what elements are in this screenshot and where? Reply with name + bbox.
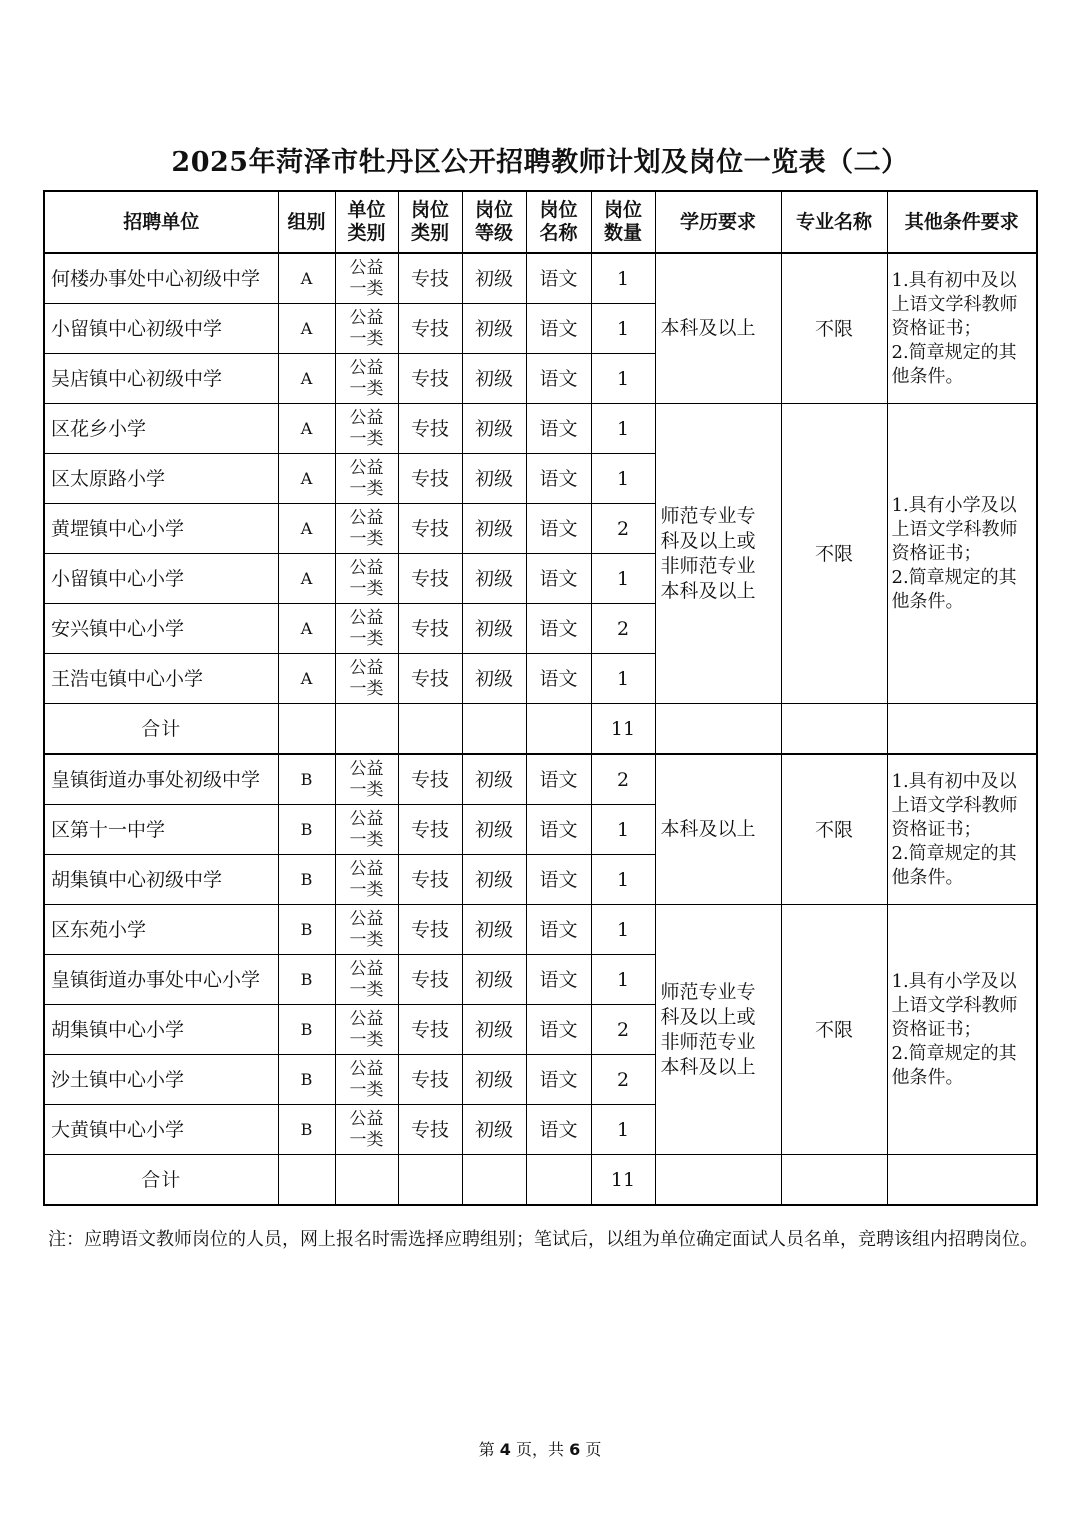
cell-group: A <box>278 253 335 304</box>
cell-post-name: 语文 <box>526 1055 591 1105</box>
cell-post-name: 语文 <box>526 1105 591 1155</box>
header-unit: 招聘单位 <box>44 191 278 253</box>
cell-post-type: 专技 <box>398 304 462 354</box>
cell-post-level: 初级 <box>462 504 526 554</box>
cell-post-name: 语文 <box>526 805 591 855</box>
cell-post-count: 1 <box>591 654 655 704</box>
cell-post-count: 1 <box>591 253 655 304</box>
cell-unit: 区东苑小学 <box>44 905 278 955</box>
cell-post-type: 专技 <box>398 1005 462 1055</box>
empty-cell <box>655 704 781 755</box>
cell-post-type: 专技 <box>398 955 462 1005</box>
cell-post-type: 专技 <box>398 754 462 805</box>
cell-unit-type: 公益 一类 <box>335 354 398 404</box>
table-row <box>44 404 1037 454</box>
cell-unit: 区花乡小学 <box>44 404 278 454</box>
cell-post-count: 2 <box>591 504 655 554</box>
cell-post-level: 初级 <box>462 905 526 955</box>
empty-cell <box>887 704 1037 755</box>
cell-post-level: 初级 <box>462 354 526 404</box>
header-group: 组别 <box>278 191 335 253</box>
table-row <box>44 905 1037 955</box>
total-label: 合计 <box>44 704 278 755</box>
table-row <box>44 754 1037 805</box>
cell-unit-type: 公益 一类 <box>335 554 398 604</box>
cell-post-name: 语文 <box>526 554 591 604</box>
cell-other-requirements: 1.具有初中及以 上语文学科教师 资格证书； 2.简章规定的其 他条件。 <box>887 253 1037 404</box>
cell-unit-type: 公益 一类 <box>335 454 398 504</box>
cell-unit-type: 公益 一类 <box>335 404 398 454</box>
empty-cell <box>335 1155 398 1206</box>
cell-unit: 小留镇中心初级中学 <box>44 304 278 354</box>
cell-post-count: 2 <box>591 1055 655 1105</box>
total-count: 11 <box>591 704 655 755</box>
cell-post-type: 专技 <box>398 404 462 454</box>
cell-unit: 黄堽镇中心小学 <box>44 504 278 554</box>
cell-group: B <box>278 905 335 955</box>
cell-post-type: 专技 <box>398 554 462 604</box>
cell-unit-type: 公益 一类 <box>335 1105 398 1155</box>
cell-group: B <box>278 805 335 855</box>
cell-post-type: 专技 <box>398 504 462 554</box>
cell-post-name: 语文 <box>526 454 591 504</box>
header-post-type: 岗位 类别 <box>398 191 462 253</box>
page-footer: 第 4 页，共 6 页 <box>478 1440 602 1459</box>
cell-unit-type: 公益 一类 <box>335 1005 398 1055</box>
cell-post-level: 初级 <box>462 1005 526 1055</box>
empty-cell <box>398 704 462 755</box>
cell-major: 不限 <box>781 253 887 404</box>
empty-cell <box>278 704 335 755</box>
cell-unit: 皇镇街道办事处中心小学 <box>44 955 278 1005</box>
cell-group: A <box>278 554 335 604</box>
cell-unit-type: 公益 一类 <box>335 905 398 955</box>
cell-post-name: 语文 <box>526 253 591 304</box>
cell-unit-type: 公益 一类 <box>335 604 398 654</box>
cell-major: 不限 <box>781 754 887 905</box>
cell-post-name: 语文 <box>526 754 591 805</box>
cell-group: A <box>278 504 335 554</box>
cell-unit: 区太原路小学 <box>44 454 278 504</box>
cell-unit: 胡集镇中心初级中学 <box>44 855 278 905</box>
cell-unit: 胡集镇中心小学 <box>44 1005 278 1055</box>
cell-unit: 王浩屯镇中心小学 <box>44 654 278 704</box>
cell-unit-type: 公益 一类 <box>335 805 398 855</box>
cell-unit: 大黄镇中心小学 <box>44 1105 278 1155</box>
empty-cell <box>526 704 591 755</box>
cell-education: 本科及以上 <box>655 754 781 905</box>
cell-post-type: 专技 <box>398 1105 462 1155</box>
cell-post-type: 专技 <box>398 1055 462 1105</box>
total-row <box>44 1155 1037 1206</box>
cell-major: 不限 <box>781 404 887 704</box>
cell-unit: 区第十一中学 <box>44 805 278 855</box>
header-unit-type: 单位 类别 <box>335 191 398 253</box>
empty-cell <box>278 1155 335 1206</box>
cell-group: A <box>278 604 335 654</box>
cell-group: A <box>278 404 335 454</box>
cell-post-count: 1 <box>591 354 655 404</box>
header-post-level: 岗位 等级 <box>462 191 526 253</box>
cell-post-level: 初级 <box>462 1055 526 1105</box>
cell-unit: 何楼办事处中心初级中学 <box>44 253 278 304</box>
cell-post-level: 初级 <box>462 805 526 855</box>
cell-post-level: 初级 <box>462 754 526 805</box>
header-major: 专业名称 <box>781 191 887 253</box>
cell-unit-type: 公益 一类 <box>335 253 398 304</box>
empty-cell <box>526 1155 591 1206</box>
cell-post-level: 初级 <box>462 654 526 704</box>
cell-post-level: 初级 <box>462 554 526 604</box>
cell-group: B <box>278 1105 335 1155</box>
total-label: 合计 <box>44 1155 278 1206</box>
cell-education: 师范专业专 科及以上或 非师范专业 本科及以上 <box>655 404 781 704</box>
cell-post-level: 初级 <box>462 253 526 304</box>
cell-unit-type: 公益 一类 <box>335 955 398 1005</box>
cell-post-count: 2 <box>591 1005 655 1055</box>
cell-post-count: 2 <box>591 754 655 805</box>
cell-group: A <box>278 354 335 404</box>
table-row <box>44 253 1037 304</box>
empty-cell <box>462 704 526 755</box>
cell-unit-type: 公益 一类 <box>335 1055 398 1105</box>
cell-post-name: 语文 <box>526 654 591 704</box>
cell-post-type: 专技 <box>398 454 462 504</box>
cell-post-count: 1 <box>591 304 655 354</box>
cell-post-count: 1 <box>591 855 655 905</box>
cell-post-level: 初级 <box>462 855 526 905</box>
cell-post-name: 语文 <box>526 304 591 354</box>
cell-education: 师范专业专 科及以上或 非师范专业 本科及以上 <box>655 905 781 1155</box>
empty-cell <box>462 1155 526 1206</box>
cell-education: 本科及以上 <box>655 253 781 404</box>
cell-other-requirements: 1.具有小学及以 上语文学科教师 资格证书； 2.简章规定的其 他条件。 <box>887 404 1037 704</box>
cell-post-level: 初级 <box>462 404 526 454</box>
cell-unit-type: 公益 一类 <box>335 304 398 354</box>
cell-unit-type: 公益 一类 <box>335 654 398 704</box>
cell-post-count: 2 <box>591 604 655 654</box>
cell-group: B <box>278 754 335 805</box>
cell-post-count: 1 <box>591 955 655 1005</box>
cell-group: A <box>278 304 335 354</box>
page-title: 2025年菏泽市牡丹区公开招聘教师计划及岗位一览表（二） <box>171 147 909 178</box>
cell-group: A <box>278 654 335 704</box>
empty-cell <box>887 1155 1037 1206</box>
empty-cell <box>655 1155 781 1206</box>
cell-group: A <box>278 454 335 504</box>
footnote: 注：应聘语文教师岗位的人员，网上报名时需选择应聘组别；笔试后，以组为单位确定面试人员名单，竞聘该组内招聘岗位。 <box>48 1229 1038 1250</box>
cell-post-name: 语文 <box>526 354 591 404</box>
header-education: 学历要求 <box>655 191 781 253</box>
cell-post-type: 专技 <box>398 855 462 905</box>
cell-post-count: 1 <box>591 805 655 855</box>
cell-post-type: 专技 <box>398 654 462 704</box>
cell-unit: 小留镇中心小学 <box>44 554 278 604</box>
table-body <box>44 253 1037 1205</box>
cell-unit: 沙土镇中心小学 <box>44 1055 278 1105</box>
cell-post-type: 专技 <box>398 905 462 955</box>
cell-post-level: 初级 <box>462 454 526 504</box>
cell-unit-type: 公益 一类 <box>335 855 398 905</box>
cell-unit: 吴店镇中心初级中学 <box>44 354 278 404</box>
cell-post-level: 初级 <box>462 604 526 654</box>
cell-post-count: 1 <box>591 905 655 955</box>
header-other: 其他条件要求 <box>887 191 1037 253</box>
header-post-name: 岗位 名称 <box>526 191 591 253</box>
cell-group: B <box>278 955 335 1005</box>
cell-other-requirements: 1.具有初中及以 上语文学科教师 资格证书； 2.简章规定的其 他条件。 <box>887 754 1037 905</box>
cell-post-count: 1 <box>591 554 655 604</box>
empty-cell <box>398 1155 462 1206</box>
cell-post-level: 初级 <box>462 1105 526 1155</box>
cell-major: 不限 <box>781 905 887 1155</box>
cell-post-type: 专技 <box>398 253 462 304</box>
cell-post-level: 初级 <box>462 304 526 354</box>
cell-post-count: 1 <box>591 454 655 504</box>
empty-cell <box>335 704 398 755</box>
cell-unit: 安兴镇中心小学 <box>44 604 278 654</box>
cell-post-name: 语文 <box>526 905 591 955</box>
cell-post-level: 初级 <box>462 955 526 1005</box>
header-post-count: 岗位 数量 <box>591 191 655 253</box>
empty-cell <box>781 1155 887 1206</box>
cell-post-name: 语文 <box>526 404 591 454</box>
cell-post-name: 语文 <box>526 604 591 654</box>
cell-unit-type: 公益 一类 <box>335 754 398 805</box>
total-count: 11 <box>591 1155 655 1206</box>
cell-group: B <box>278 1055 335 1105</box>
cell-post-type: 专技 <box>398 604 462 654</box>
empty-cell <box>781 704 887 755</box>
cell-post-name: 语文 <box>526 955 591 1005</box>
cell-post-type: 专技 <box>398 805 462 855</box>
cell-unit-type: 公益 一类 <box>335 504 398 554</box>
cell-post-type: 专技 <box>398 354 462 404</box>
total-row <box>44 704 1037 755</box>
table-header <box>44 191 1037 253</box>
cell-post-name: 语文 <box>526 1005 591 1055</box>
cell-group: B <box>278 1005 335 1055</box>
cell-post-count: 1 <box>591 404 655 454</box>
cell-post-name: 语文 <box>526 504 591 554</box>
cell-post-count: 1 <box>591 1105 655 1155</box>
cell-group: B <box>278 855 335 905</box>
cell-post-name: 语文 <box>526 855 591 905</box>
cell-unit: 皇镇街道办事处初级中学 <box>44 754 278 805</box>
cell-other-requirements: 1.具有小学及以 上语文学科教师 资格证书； 2.简章规定的其 他条件。 <box>887 905 1037 1155</box>
recruitment-table <box>43 190 1038 1206</box>
